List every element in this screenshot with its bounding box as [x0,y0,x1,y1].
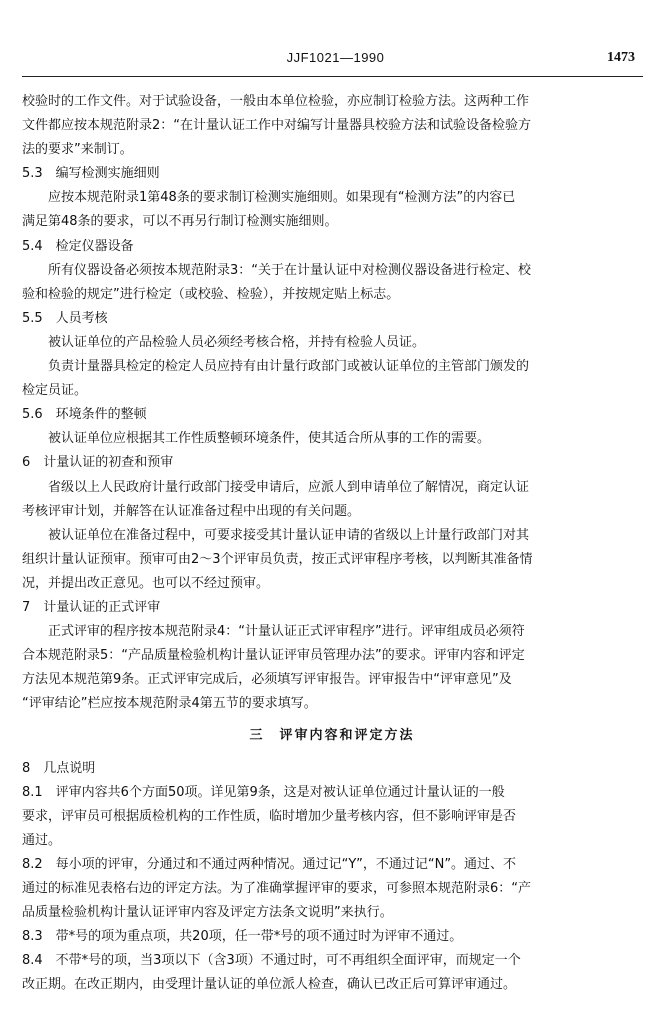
paragraph-line: 负责计量器具检定的检定人员应持有由计量行政部门或被认证单位的主管部门颁发的 [48,359,530,375]
paragraph-line: 8.4 不带*号的项，当3项以下（含3项）不通过时，可不再组织全面评审，而规定一个 [22,953,521,969]
paragraph-line: 组织计量认证预审。预审可由2～3个评审员负责，按正式评审程序考核，以判断其准备情 [22,551,533,567]
paragraph-line: 被认证单位在准备过程中，可要求接受其计量认证申请的省级以上计量行政部门对其 [48,527,530,543]
section-heading: 6 计量认证的初查和预审 [22,455,174,471]
paragraph-line: 校验时的工作文件。对于试验设备，一般由本单位检验，亦应制订检验方法。这两种工作 [22,94,530,109]
paragraph-line: 8.2 每小项的评审，分通过和不通过两种情况。通过记“Y”，不通过记“N”。通过、不 [22,856,517,872]
paragraph-line: 8.3 带*号的项为重点项，共20项，任一带*号的项不通过时为评审不通过。 [22,929,463,945]
paragraph-line: 被认证单位的产品检验人员必须经考核合格，并持有检验人员证。 [48,334,426,350]
chapter-title: 三 评审内容和评定方法 [249,728,415,744]
section-heading: 5.5 人员考核 [22,310,108,326]
paragraph-line: 应按本规范附录1第48条的要求制订检测实施细则。如果现有“检测方法”的内容已 [48,190,516,206]
paragraph-line: 通过。 [22,832,62,848]
paragraph-line: 省级以上人民政府计量行政部门接受申请后，应派人到申请单位了解情况，商定认证 [48,479,530,495]
header-rule [22,76,643,77]
section-heading: 5.3 编写检测实施细则 [22,166,160,182]
paragraph-line: 被认证单位应根据其工作性质整顿环境条件，使其适合所从事的工作的需要。 [48,431,491,447]
page-header [0,50,671,70]
paragraph-line: 考核评审计划，并解答在认证准备过程中出现的有关问题。 [22,503,361,519]
paragraph-line: 验和检验的规定”进行检定（或校验、检验），并按规定贴上标志。 [22,286,400,302]
paragraph-line: 文件都应按本规范附录2：“在计量认证工作中对编写计量器具校验方法和试验设备检验方 [22,118,532,134]
section-heading: 8 几点说明 [22,760,96,776]
page-number: 1473 [607,50,635,65]
standard-code: JJF1021—1990 [286,50,385,65]
paragraph-line: 所有仪器设备必须按本规范附录3：“关于在计量认证中对检测仪器设备进行检定、校 [48,262,532,278]
paragraph-line: 满足第48条的要求，可以不再另行制订检测实施细则。 [22,214,338,230]
section-heading: 5.4 检定仪器设备 [22,238,134,254]
paragraph-line: 8.1 评审内容共6个方面50项。详见第9条，这是对被认证单位通过计量认证的一般 [22,784,505,800]
paragraph-line: 正式评审的程序按本规范附录4：“计量认证正式评审程序”进行。评审组成员必须符 [48,624,525,640]
paragraph-line: 改正期。在改正期内，由受理计量认证的单位派人检查，确认已改正后可算评审通过。 [22,977,517,993]
paragraph-line: 况，并提出改正意见。也可以不经过预审。 [22,575,270,591]
paragraph-line: 合本规范附录5：“产品质量检验机构计量认证评审员管理办法”的要求。评审内容和评定 [22,648,525,664]
paragraph-line: 检定员证。 [22,383,88,399]
paragraph-line: “评审结论”栏应按本规范附录4第五节的要求填写。 [22,696,317,712]
section-heading: 7 计量认证的正式评审 [22,599,161,615]
paragraph-line: 品质量检验机构计量认证评审内容及评定方法条文说明”来执行。 [22,905,393,921]
paragraph-line: 法的要求”来制订。 [22,142,133,158]
paragraph-line: 通过的标准见表格右边的评定方法。为了准确掌握评审的要求，可参照本规范附录6：“产 [22,881,532,896]
paragraph-line: 要求，评审员可根据质检机构的工作性质，临时增加少量考核内容，但不影响评审是否 [22,808,517,824]
section-heading: 5.6 环境条件的整顿 [22,407,147,423]
paragraph-line: 方法见本规范第9条。正式评审完成后，必须填写评审报告。评审报告中“评审意见”及 [22,672,512,688]
document-body [22,90,642,997]
